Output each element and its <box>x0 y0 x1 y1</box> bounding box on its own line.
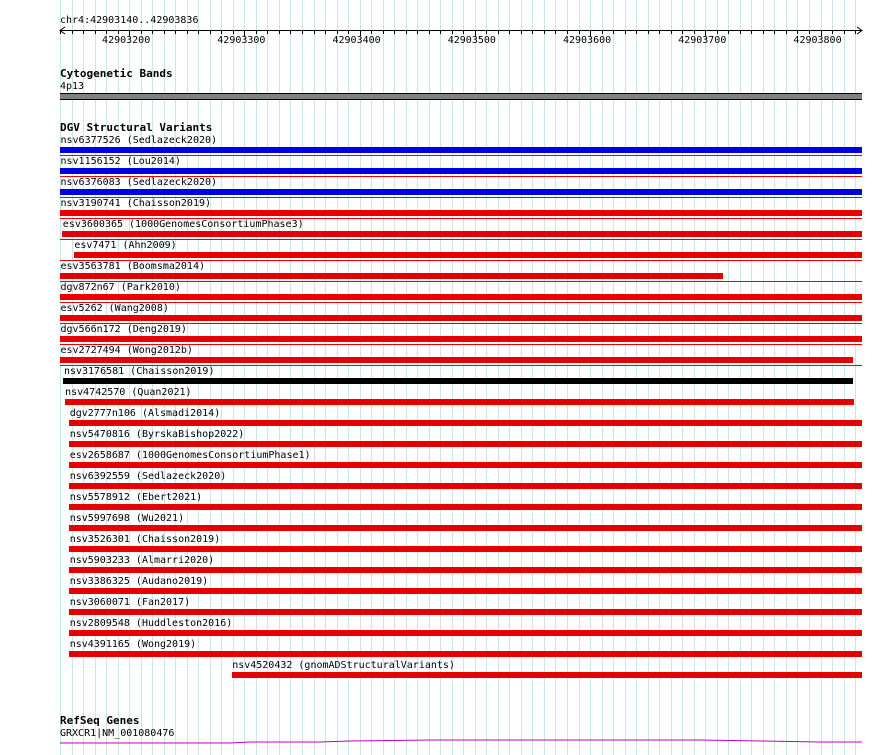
variant-bar[interactable] <box>69 546 862 552</box>
variant-bar[interactable] <box>60 189 862 195</box>
refseq-track-title: RefSeq Genes <box>60 714 140 727</box>
variant-bar[interactable] <box>69 567 862 573</box>
variant-label: nsv2809548 (Huddleston2016) <box>69 618 233 629</box>
variant-label: nsv5903233 (Almarri2020) <box>69 555 215 566</box>
variant-bar[interactable] <box>74 252 862 258</box>
variant-label: esv7471 (Ahn2009) <box>74 240 177 251</box>
variant-label: esv3563781 (Boomsma2014) <box>60 261 205 272</box>
variant-label: esv2658687 (1000GenomesConsortiumPhase1) <box>69 450 311 461</box>
dgv-track-title: DGV Structural Variants <box>60 121 213 134</box>
refseq-gene-feature[interactable] <box>0 738 890 755</box>
variant-bar[interactable] <box>60 168 862 174</box>
variant-bar[interactable] <box>69 609 862 615</box>
variant-bar[interactable] <box>69 651 862 657</box>
variant-bar[interactable] <box>65 399 854 405</box>
variant-label: nsv4742570 (Quan2021) <box>65 387 192 398</box>
cytoband-track-title: Cytogenetic Bands <box>60 67 173 80</box>
variant-bar[interactable] <box>60 357 853 363</box>
variant-bar[interactable] <box>69 420 862 426</box>
ruler-tick-label: 42903200 <box>102 35 151 46</box>
variant-bar[interactable] <box>60 210 862 216</box>
variant-label: nsv3386325 (Audano2019) <box>69 576 209 587</box>
variant-label: dgv872n67 (Park2010) <box>60 282 181 293</box>
variant-bar[interactable] <box>60 147 862 153</box>
ruler-tick-label: 42903400 <box>332 35 381 46</box>
ruler-tick-label: 42903300 <box>217 35 266 46</box>
variant-label: nsv4391165 (Wong2019) <box>69 639 197 650</box>
variant-label: nsv3060071 (Fan2017) <box>69 597 191 608</box>
refseq-gene-label: GRXCR1|NM_001080476 <box>60 728 175 739</box>
variant-label: dgv566n172 (Deng2019) <box>60 324 187 335</box>
variant-bar[interactable] <box>63 378 852 384</box>
variant-label: nsv3176581 (Chaisson2019) <box>63 366 215 377</box>
ruler-tick-label: 42903600 <box>562 35 612 46</box>
variant-bar[interactable] <box>69 441 862 447</box>
variant-bar[interactable] <box>69 504 862 510</box>
variant-label: nsv3190741 (Chaisson2019) <box>60 198 212 209</box>
variant-label: nsv6392559 (Sedlazeck2020) <box>69 471 227 482</box>
variant-label: esv3600365 (1000GenomesConsortiumPhase3) <box>62 219 304 230</box>
variant-bar[interactable] <box>69 462 862 468</box>
variant-bar[interactable] <box>60 273 723 279</box>
ruler-tick-label: 42903500 <box>447 35 496 46</box>
variant-label: nsv5470816 (ByrskaBishop2022) <box>69 429 245 440</box>
variant-bar[interactable] <box>69 483 862 489</box>
ruler-axis <box>0 26 890 46</box>
variant-bar[interactable] <box>60 315 862 321</box>
variant-label: nsv3526301 (Chaisson2019) <box>69 534 221 545</box>
variant-label: nsv1156152 (Lou2014) <box>60 156 181 167</box>
cytoband-label: 4p13 <box>60 81 85 92</box>
variant-label: nsv5578912 (Ebert2021) <box>69 492 203 503</box>
variant-label: nsv4520432 (gnomADStructuralVariants) <box>232 660 455 671</box>
variant-label: nsv6376083 (Sedlazeck2020) <box>60 177 218 188</box>
variant-bar[interactable] <box>232 672 862 678</box>
variant-label: nsv5997698 (Wu2021) <box>69 513 185 524</box>
ruler-tick-label: 42903700 <box>678 35 727 46</box>
ruler-location: chr4:42903140..42903836 <box>60 15 199 26</box>
variant-bar[interactable] <box>69 525 862 531</box>
variant-bar[interactable] <box>62 231 862 237</box>
variant-label: esv5262 (Wang2008) <box>60 303 169 314</box>
variant-bar[interactable] <box>60 294 862 300</box>
variant-bar[interactable] <box>60 336 862 342</box>
variant-row-separator <box>60 239 862 240</box>
variant-label: dgv2777n106 (Alsmadi2014) <box>69 408 221 419</box>
variant-bar[interactable] <box>69 630 862 636</box>
cytoband-bar[interactable] <box>60 93 862 100</box>
variant-row-separator <box>60 302 862 303</box>
variant-bar[interactable] <box>69 588 862 594</box>
variant-label: esv2727494 (Wong2012b) <box>60 345 193 356</box>
variant-label: nsv6377526 (Sedlazeck2020) <box>60 135 218 146</box>
ruler-tick-label: 42903800 <box>793 35 842 46</box>
